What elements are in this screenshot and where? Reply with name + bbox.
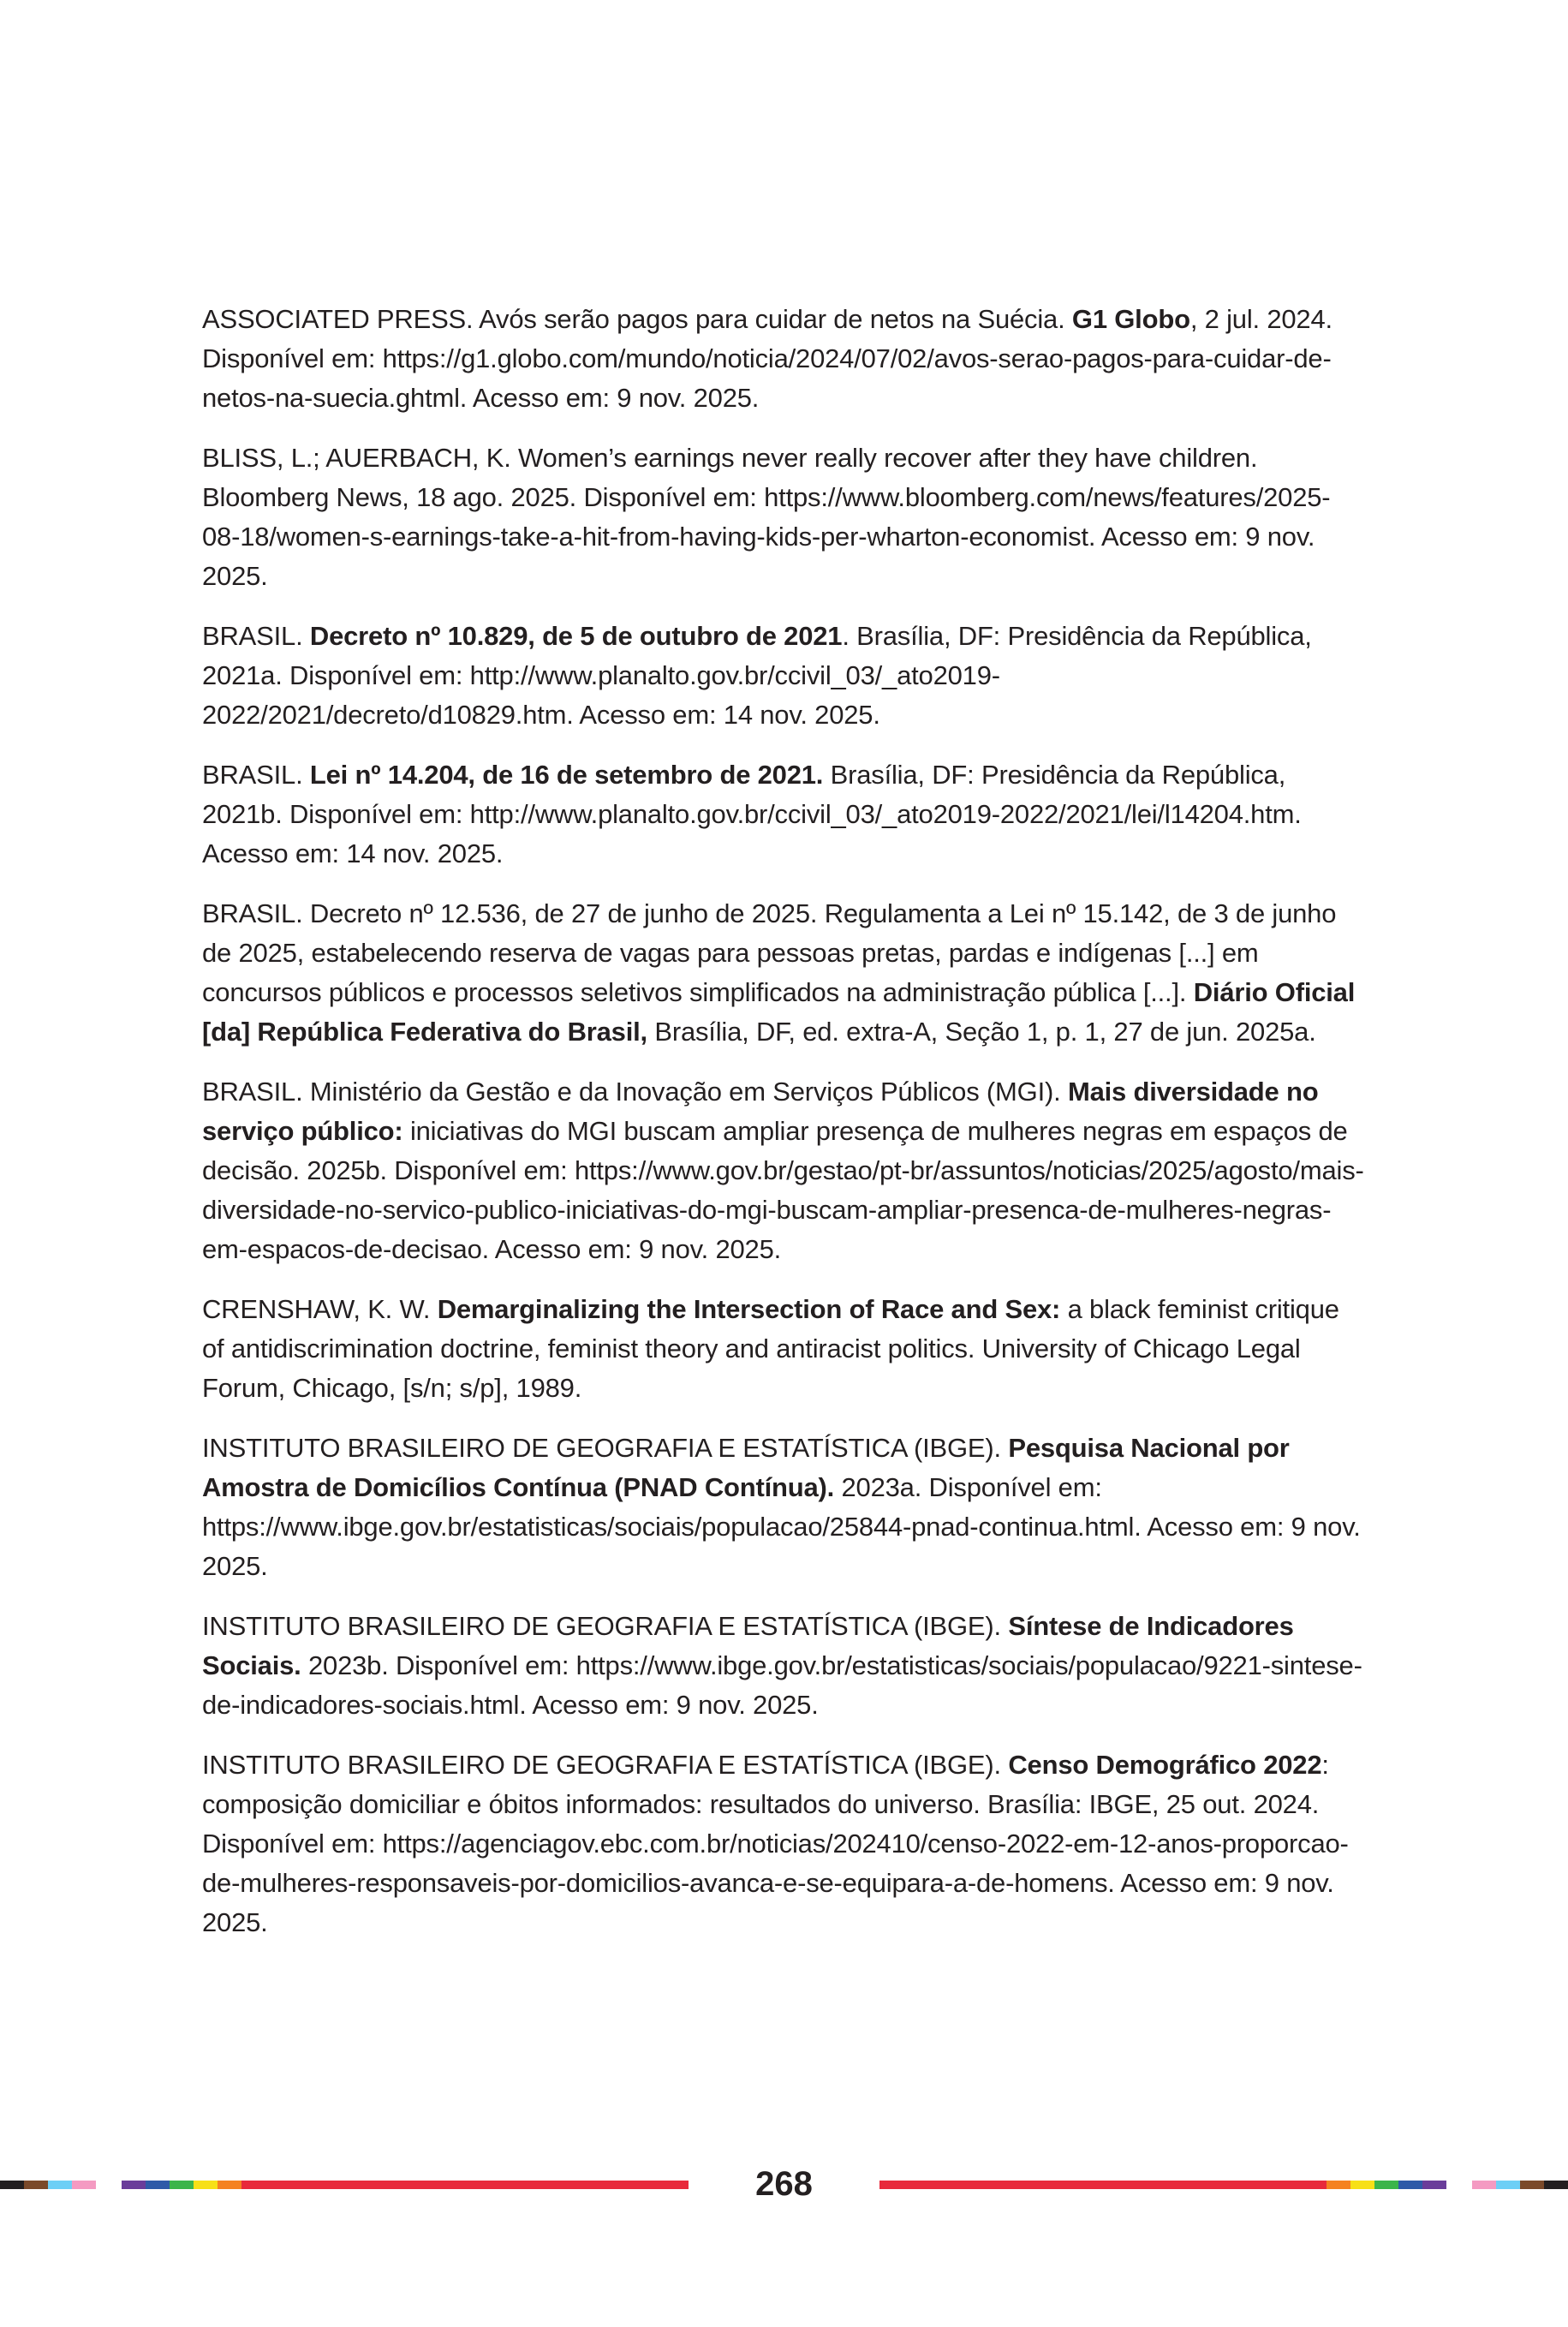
reference-text: CRENSHAW, K. W. xyxy=(202,1294,438,1324)
reference-text: INSTITUTO BRASILEIRO DE GEOGRAFIA E ESTATÍSTICA (IBGE). xyxy=(202,1750,1009,1780)
reference-text: BRASIL. Decreto nº 12.536, de 27 de junho de 2025. Regulamenta a Lei nº 15.142, de 3 de junho de 2025, estabelecendo reserva de vagas para pessoas pretas, pardas e indígenas [...] em concursos públicos e processos seletivos simplificados na administração pública [...]. xyxy=(202,898,1337,1007)
reference-title: Diário Oficial [da] República Federativa do Brasil, xyxy=(202,977,1356,1047)
reference-entry xyxy=(202,894,1367,1052)
reference-title: Censo Demográfico 2022 xyxy=(1008,1750,1322,1780)
reference-text: INSTITUTO BRASILEIRO DE GEOGRAFIA E ESTATÍSTICA (IBGE). xyxy=(202,1611,1009,1641)
reference-title: Mais diversidade no serviço público: xyxy=(202,1077,1319,1146)
stripe-pink-right xyxy=(1472,2181,1496,2189)
reference-text: Brasília, DF, ed. extra-A, Seção 1, p. 1, 27 de jun. 2025a. xyxy=(647,1017,1316,1047)
page-footer xyxy=(0,2158,1568,2210)
stripe-black-right xyxy=(1544,2181,1568,2189)
reference-text: 2023a. Disponível em: https://www.ibge.gov.br/estatisticas/sociais/populacao/25844-pnad-continua.html. Acesso em: 9 nov. 2025. xyxy=(202,1472,1361,1581)
stripe-lightblue-right xyxy=(1496,2181,1520,2189)
reference-title: Lei nº 14.204, de 16 de setembro de 2021. xyxy=(309,760,824,790)
stripe-green-right xyxy=(1374,2181,1398,2189)
stripe-yellow-right xyxy=(1350,2181,1374,2189)
stripe-brown-right xyxy=(1520,2181,1544,2189)
reference-text: INSTITUTO BRASILEIRO DE GEOGRAFIA E ESTATÍSTICA (IBGE). xyxy=(202,1433,1009,1463)
reference-list xyxy=(202,300,1367,1963)
reference-entry xyxy=(202,617,1367,735)
reference-entry xyxy=(202,439,1367,596)
reference-text: Brasília, DF: Presidência da República, 2021b. Disponível em: http://www.planalto.gov.br/ccivil_03/_ato2019-2022/2021/lei/l14204.htm. Acesso em: 14 nov. 2025. xyxy=(202,760,1302,868)
reference-title: Demarginalizing the Intersection of Race and Sex: xyxy=(437,1294,1061,1324)
reference-text: BRASIL. xyxy=(202,621,310,651)
reference-title: Decreto nº 10.829, de 5 de outubro de 2021 xyxy=(309,621,843,651)
reference-text: BRASIL. Ministério da Gestão e da Inovação em Serviços Públicos (MGI). xyxy=(202,1077,1068,1107)
page-number: 268 xyxy=(755,2165,813,2203)
reference-entry xyxy=(202,1745,1367,1942)
reference-text: ASSOCIATED PRESS. Avós serão pagos para cuidar de netos na Suécia. xyxy=(202,304,1072,334)
reference-title: G1 Globo xyxy=(1071,304,1190,334)
reference-text: , 2 jul. 2024. Disponível em: https://g1.globo.com/mundo/noticia/2024/07/02/avos-serao-pagos-para-cuidar-de-netos-na-suecia.ghtml. Acesso em: 9 nov. 2025. xyxy=(202,304,1333,413)
reference-title: Pesquisa Nacional por Amostra de Domicílios Contínua (PNAD Contínua). xyxy=(202,1433,1290,1502)
stripe-purple-right xyxy=(1422,2181,1446,2189)
reference-entry xyxy=(202,1429,1367,1586)
reference-text: . Brasília, DF: Presidência da República, 2021a. Disponível em: http://www.planalto.gov.br/ccivil_03/_ato2019-2022/2021/decreto/d10829.htm. Acesso em: 14 nov. 2025. xyxy=(202,621,1312,730)
reference-entry xyxy=(202,1607,1367,1725)
reference-text: iniciativas do MGI buscam ampliar presença de mulheres negras em espaços de decisão. 2025b. Disponível em: https://www.gov.br/gestao/pt-br/assuntos/noticias/2025/agosto/mais-diversidade-no-servico-publico-iniciativas-do-mgi-buscam-ampliar-presenca-de-mulheres-negras-em-espacos-de-decisao. Acesso em: 9 nov. 2025. xyxy=(202,1116,1364,1264)
reference-text: BRASIL. xyxy=(202,760,310,790)
reference-entry xyxy=(202,1290,1367,1408)
stripe-blue-right xyxy=(1398,2181,1422,2189)
reference-text: 2023b. Disponível em: https://www.ibge.gov.br/estatisticas/sociais/populacao/9221-sintese-de-indicadores-sociais.html. Acesso em: 9 nov. 2025. xyxy=(202,1650,1362,1720)
stripe-orange-right xyxy=(1327,2181,1350,2189)
reference-entry xyxy=(202,1072,1367,1269)
reference-entry xyxy=(202,300,1367,418)
reference-text: a black feminist critique of antidiscrimination doctrine, feminist theory and antiracist politics. University of Chicago Legal Forum, Chicago, [s/n; s/p], 1989. xyxy=(202,1294,1339,1403)
reference-text: : composição domiciliar e óbitos informados: resultados do universo. Brasília: IBGE, 25 out. 2024. Disponível em: https://agenciagov.ebc.com.br/noticias/202410/censo-2022-em-12-anos-proporcao-de-mulheres-responsaveis-por-domicilios-avanca-e-se-equipara-a-de-homens. Acesso em: 9 nov. 2025. xyxy=(202,1750,1349,1937)
reference-entry xyxy=(202,755,1367,874)
reference-title: Síntese de Indicadores Sociais. xyxy=(202,1611,1294,1680)
stripe-red-right xyxy=(879,2181,1327,2189)
reference-text: BLISS, L.; AUERBACH, K. Women’s earnings never really recover after they have children. Bloomberg News, 18 ago. 2025. Disponível em: https://www.bloomberg.com/news/features/2025-08-18/women-s-earnings-take-a-hit-from-having-kids-per-wharton-economist. Acesso em: 9 nov. 2025. xyxy=(202,443,1331,591)
